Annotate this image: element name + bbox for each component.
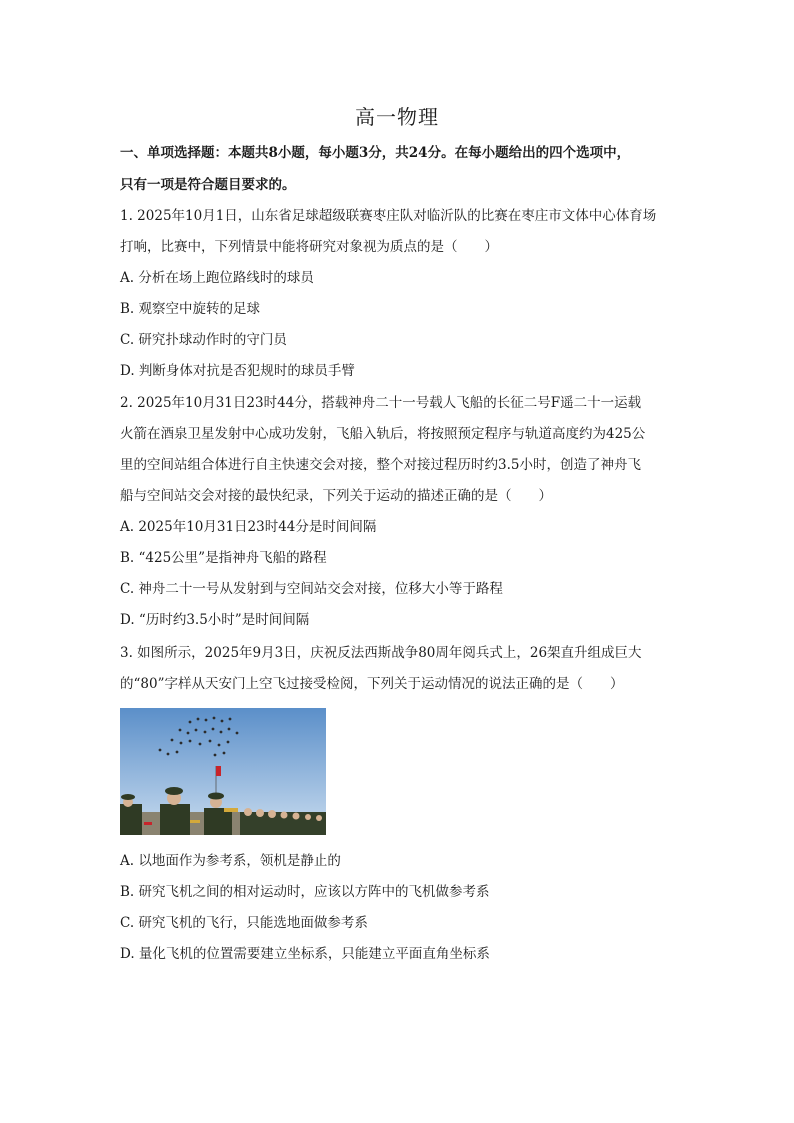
question-1-option-d: D. 判断身体对抗是否犯规时的球员手臂 xyxy=(120,363,355,379)
question-2-option-a: A. 2025年10月31日23时44分是时间间隔 xyxy=(120,519,377,535)
section-heading-line-1: 一、单项选择题：本题共8小题，每小题3分，共24分。在每小题给出的四个选项中， xyxy=(120,145,631,161)
question-2-line-3: 里的空间站组合体进行自主快速交会对接，整个对接过程历时约3.5小时，创造了神舟飞 xyxy=(120,457,641,473)
question-1-line-1: 1. 2025年10月1日，山东省足球超级联赛枣庄队对临沂队的比赛在枣庄市文体中心体育场 xyxy=(120,208,657,224)
question-2-option-c: C. 神舟二十一号从发射到与空间站交会对接，位移大小等于路程 xyxy=(120,581,503,597)
question-2-line-4: 船与空间站交会对接的最快纪录，下列关于运动的描述正确的是（ ） xyxy=(120,488,552,504)
parade-photo-illustration xyxy=(120,708,326,835)
question-1-option-c: C. 研究扑球动作时的守门员 xyxy=(120,332,287,348)
question-3-option-d: D. 量化飞机的位置需要建立坐标系，只能建立平面直角坐标系 xyxy=(120,946,490,962)
question-2-line-2: 火箭在酒泉卫星发射中心成功发射，飞船入轨后，将按照预定程序与轨道高度约为425公 xyxy=(120,426,646,442)
question-3-option-a: A. 以地面作为参考系，领机是静止的 xyxy=(120,853,341,869)
question-3-line-1: 3. 如图所示，2025年9月3日，庆祝反法西斯战争80周年阅兵式上，26架直升组成巨大 xyxy=(120,645,642,661)
question-2-option-d: D. “历时约3.5小时”是时间间隔 xyxy=(120,612,310,628)
question-2-option-b: B. “425公里”是指神舟飞船的路程 xyxy=(120,550,327,566)
parade-photo xyxy=(120,708,326,835)
question-1-option-b: B. 观察空中旋转的足球 xyxy=(120,301,261,317)
question-1-line-2: 打响，比赛中，下列情景中能将研究对象视为质点的是（ ） xyxy=(120,239,498,255)
question-3-line-2: 的“80”字样从天安门上空飞过接受检阅，下列关于运动情况的说法正确的是（ ） xyxy=(120,676,624,692)
section-heading-line-2: 只有一项是符合题目要求的。 xyxy=(120,177,296,193)
question-2-line-1: 2. 2025年10月31日23时44分，搭载神舟二十一号载人飞船的长征二号F遥二十一运载 xyxy=(120,395,642,411)
question-1-option-a: A. 分析在场上跑位路线时的球员 xyxy=(120,270,314,286)
page-title: 高一物理 xyxy=(355,105,439,129)
red-flag xyxy=(216,766,221,776)
question-3-option-b: B. 研究飞机之间的相对运动时，应该以方阵中的飞机做参考系 xyxy=(120,884,490,900)
question-3-option-c: C. 研究飞机的飞行，只能选地面做参考系 xyxy=(120,915,368,931)
